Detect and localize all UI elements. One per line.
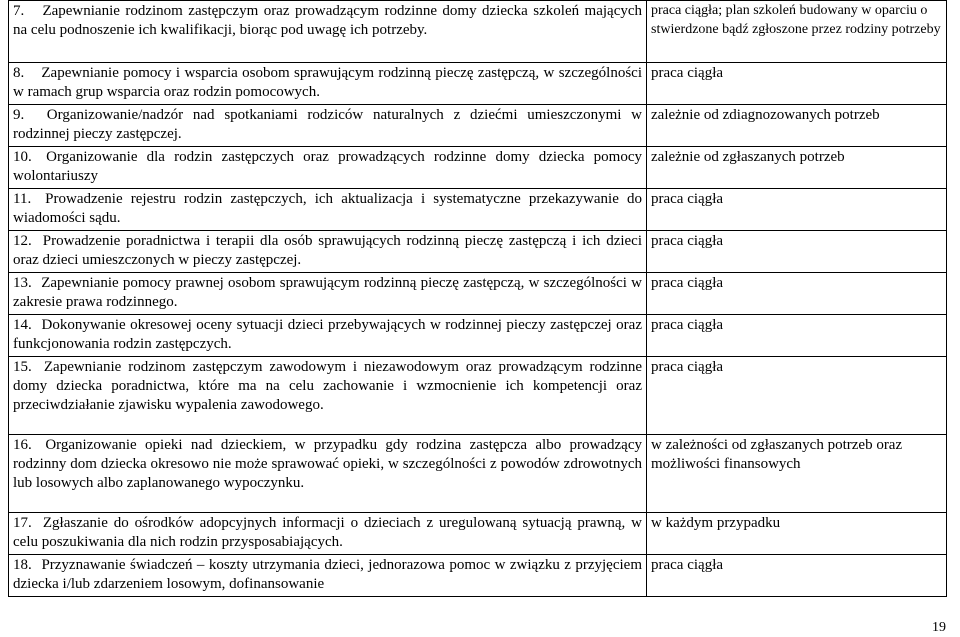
task-text: Prowadzenie poradnictwa i terapii dla osób sprawujących rodzinną pieczę zastępczą i ich dzieci oraz dzieci umieszczonych w pieczy zastępczej.: [13, 233, 642, 268]
task-text: Zapewnianie pomocy i wsparcia osobom sprawującym rodzinną pieczę zastępczą, w szczególności w ramach grup wsparcia oraz rodzin pomocowych.: [13, 65, 643, 100]
row-number: 18.: [13, 557, 32, 573]
task-cell: [9, 555, 647, 597]
frequency-cell: praca ciągła: [647, 555, 947, 597]
task-text: Organizowanie/nadzór nad spotkaniami rodziców naturalnych z dziećmi umieszczonymi w rodzinnej pieczy zastępczej.: [13, 107, 643, 142]
task-cell: [9, 147, 647, 189]
row-number: 13.: [13, 275, 32, 291]
row-number: 14.: [13, 317, 32, 333]
table-row: [9, 147, 947, 189]
frequency-cell: zależnie od zgłaszanych potrzeb: [647, 147, 947, 189]
frequency-cell: w każdym przypadku: [647, 513, 947, 555]
table-row: [9, 315, 947, 357]
task-cell: [9, 231, 647, 273]
task-text: Zapewnianie pomocy prawnej osobom sprawującym rodzinną pieczę zastępczą, w szczególności w zakresie prawa rodzinnego.: [13, 275, 643, 310]
task-cell: [9, 513, 647, 555]
row-number: 15.: [13, 359, 32, 375]
task-cell: [9, 105, 647, 147]
row-number: 11.: [13, 191, 32, 207]
table-row: [9, 63, 947, 105]
task-text: Dokonywanie okresowej oceny sytuacji dzieci przebywających w rodzinnej pieczy zastępczej oraz funkcjonowania rodzin zastępczych.: [13, 317, 642, 352]
row-number: 17.: [13, 515, 32, 531]
row-number: 10.: [13, 149, 32, 165]
table-row: [9, 273, 947, 315]
table-row: [9, 555, 947, 597]
task-text: Zapewnianie rodzinom zastępczym zawodowym i niezawodowym oraz prowadzącym rodzinne domy dziecka poradnictwa, które ma na celu zachowanie i wzmocnienie ich kompetencji oraz przeciwdziałanie zjawisku wypalenia zawodowego.: [13, 359, 642, 413]
frequency-cell: praca ciągła: [647, 63, 947, 105]
page-number: 19: [932, 620, 946, 635]
task-cell: [9, 189, 647, 231]
task-cell: [9, 273, 647, 315]
task-cell: [9, 435, 647, 513]
row-number: 9.: [13, 107, 25, 123]
frequency-cell: praca ciągła; plan szkoleń budowany w oparciu o stwierdzone bądź zgłoszone przez rodziny potrzeby: [647, 1, 947, 63]
frequency-cell: praca ciągła: [647, 231, 947, 273]
task-text: Zapewnianie rodzinom zastępczym oraz prowadzącym rodzinne domy dziecka szkoleń mających na celu podnoszenie ich kwalifikacji, biorąc pod uwagę ich potrzeby.: [13, 3, 643, 38]
task-text: Prowadzenie rejestru rodzin zastępczych, ich aktualizacja i systematyczne przekazywanie do wiadomości sądu.: [13, 191, 643, 226]
table-row: [9, 231, 947, 273]
row-number: 16.: [13, 437, 32, 453]
task-text: Organizowanie opieki nad dzieckiem, w przypadku gdy rodzina zastępcza albo prowadzący rodzinny dom dziecka okresowo nie może sprawować opieki, w szczególności z powodów zdrowotnych lub losowych albo zaplanowanego wypoczynku.: [13, 437, 642, 491]
task-text: Zgłaszanie do ośrodków adopcyjnych informacji o dzieciach z uregulowaną sytuacją prawną, w celu poszukiwania dla nich rodzin przysposabiających.: [13, 515, 642, 550]
table-row: [9, 357, 947, 435]
task-cell: [9, 63, 647, 105]
frequency-cell: praca ciągła: [647, 357, 947, 435]
frequency-cell: w zależności od zgłaszanych potrzeb oraz możliwości finansowych: [647, 435, 947, 513]
table-row: [9, 189, 947, 231]
frequency-cell: zależnie od zdiagnozowanych potrzeb: [647, 105, 947, 147]
task-text: Organizowanie dla rodzin zastępczych oraz prowadzących rodzinne domy dziecka pomocy wolontariuszy: [13, 149, 642, 184]
task-cell: [9, 315, 647, 357]
row-number: 8.: [13, 65, 25, 81]
frequency-cell: praca ciągła: [647, 315, 947, 357]
table-row: [9, 513, 947, 555]
frequency-cell: praca ciągła: [647, 273, 947, 315]
row-number: 12.: [13, 233, 32, 249]
table-row: [9, 1, 947, 63]
task-cell: [9, 357, 647, 435]
task-cell: [9, 1, 647, 63]
table-row: [9, 435, 947, 513]
frequency-cell: praca ciągła: [647, 189, 947, 231]
table-row: [9, 105, 947, 147]
row-number: 7.: [13, 3, 25, 19]
task-text: Przyznawanie świadczeń – koszty utrzymania dzieci, jednorazowa pomoc w związku z przyjęciem dziecka i/lub zdarzeniem losowym, dofinansowanie: [13, 557, 642, 592]
tasks-table: [8, 0, 947, 597]
